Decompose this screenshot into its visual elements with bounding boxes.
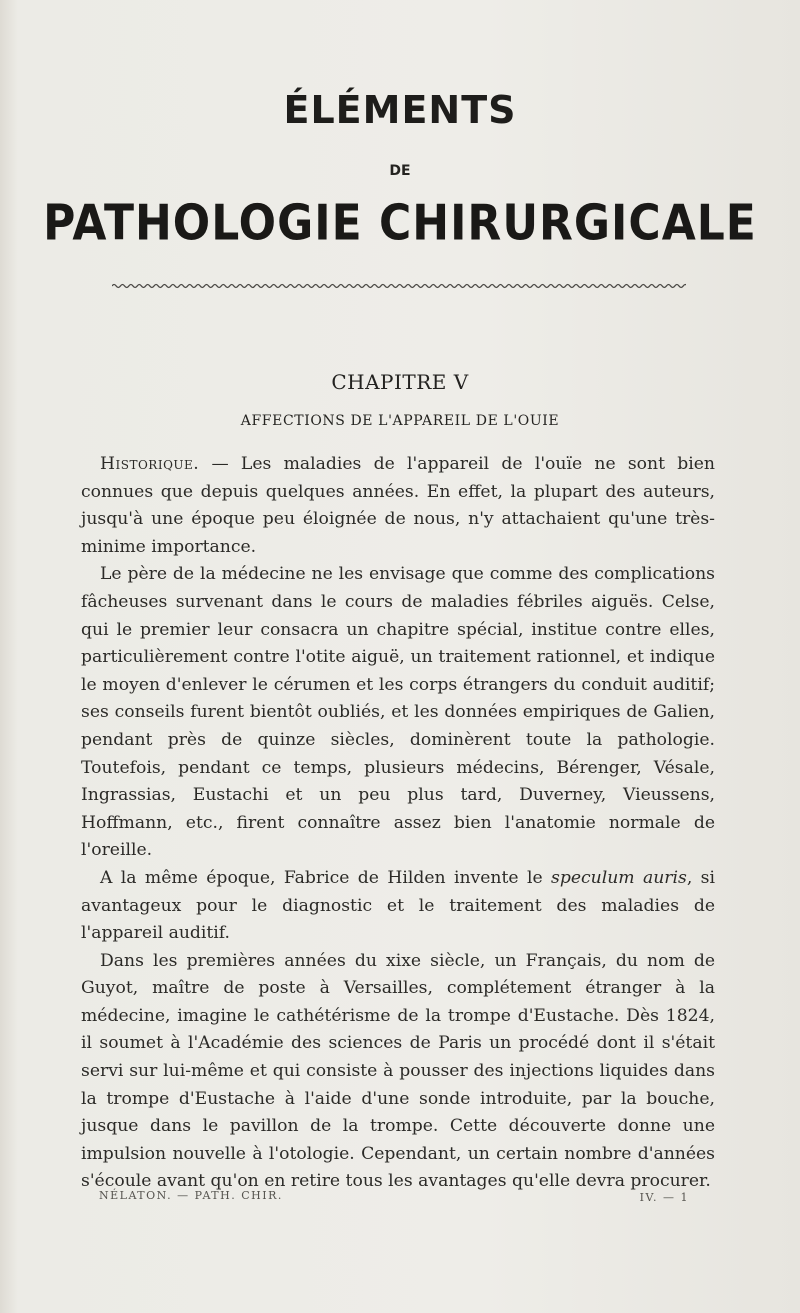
running-footer: NÉLATON. — PATH. CHIR.	[99, 1189, 283, 1202]
book-title: ÉLÉMENTS	[283, 88, 517, 132]
paragraph-text: , si avantageux pour le diagnostic et le traitement des maladies de l'appareil auditif.	[81, 867, 715, 944]
chapter-number: CHAPITRE V	[331, 370, 469, 394]
wavy-rule-ornament	[112, 280, 686, 292]
paragraph-guyot: Dans les premières années du xixe siècle, un Français, du nom de Guyot, maître de poste à Versailles, complétement étranger à la médecine, imagine le cathétérisme de la trompe d'Eustache. Dès 1824, il soumet à l'Académie des sciences de Paris un procédé dont il s'était servi sur lui-même et qui consiste à pousser des injections liquides dans la trompe d'Eustache à l'aide d'une sonde introduite, par la bouche, jusque dans le pavillon de la trompe. Cette découverte donne une impulsion nouvelle à l'otologie. Cependant, un certain nombre d'années s'écoule avant qu'on en retire tous les avantages qu'elle devra procurer.	[81, 950, 715, 1192]
paragraph-fabrice	[81, 865, 715, 948]
paragraph-historique	[81, 451, 715, 561]
speculum-term: speculum auris	[551, 867, 687, 888]
page-footer	[99, 1189, 695, 1202]
paragraph-pere-medecine: Le père de la médecine ne les envisage que comme des complications fâcheuses survenant dans le cours de maladies fébriles aiguës. Celse, qui le premier leur consacra un chapitre spécial, institue contre elles, particulièrement contre l'otite aiguë, un traitement rationnel, et indique le moyen d'enlever le cérumen et les corps étrangers du conduit auditif; ses conseils furent bientôt oubliés, et les données empiriques de Galien, pendant près de quinze siècles, dominèrent toute la pathologie. Toutefois, pendant ce temps, plusieurs médecins, Bérenger, Vésale, Ingrassias, Eustachi et un peu plus tard, Duverney, Vieussens, Hoffmann, etc., firent connaître assez bien l'anatomie normale de l'oreille.	[81, 564, 715, 861]
signature-mark: IV. — 1	[639, 1191, 689, 1204]
paragraph-text: A la même époque, Fabrice de Hilden invente le	[100, 867, 552, 888]
chapter-title: AFFECTIONS DE L'APPAREIL DE L'OUIE	[240, 413, 560, 429]
body-text	[81, 451, 715, 1196]
book-title-de: DE	[389, 163, 411, 179]
book-subtitle: PATHOLOGIE CHIRURGICALE	[43, 194, 757, 253]
paragraph-text: — Les maladies de l'appareil de l'ouïe ne sont bien connues que depuis quelques années. En effet, la plupart des auteurs, jusqu'à une époque peu éloignée de nous, n'y attachaient qu'une très-minime importance.	[81, 454, 715, 557]
section-lead: Historique.	[100, 454, 200, 474]
